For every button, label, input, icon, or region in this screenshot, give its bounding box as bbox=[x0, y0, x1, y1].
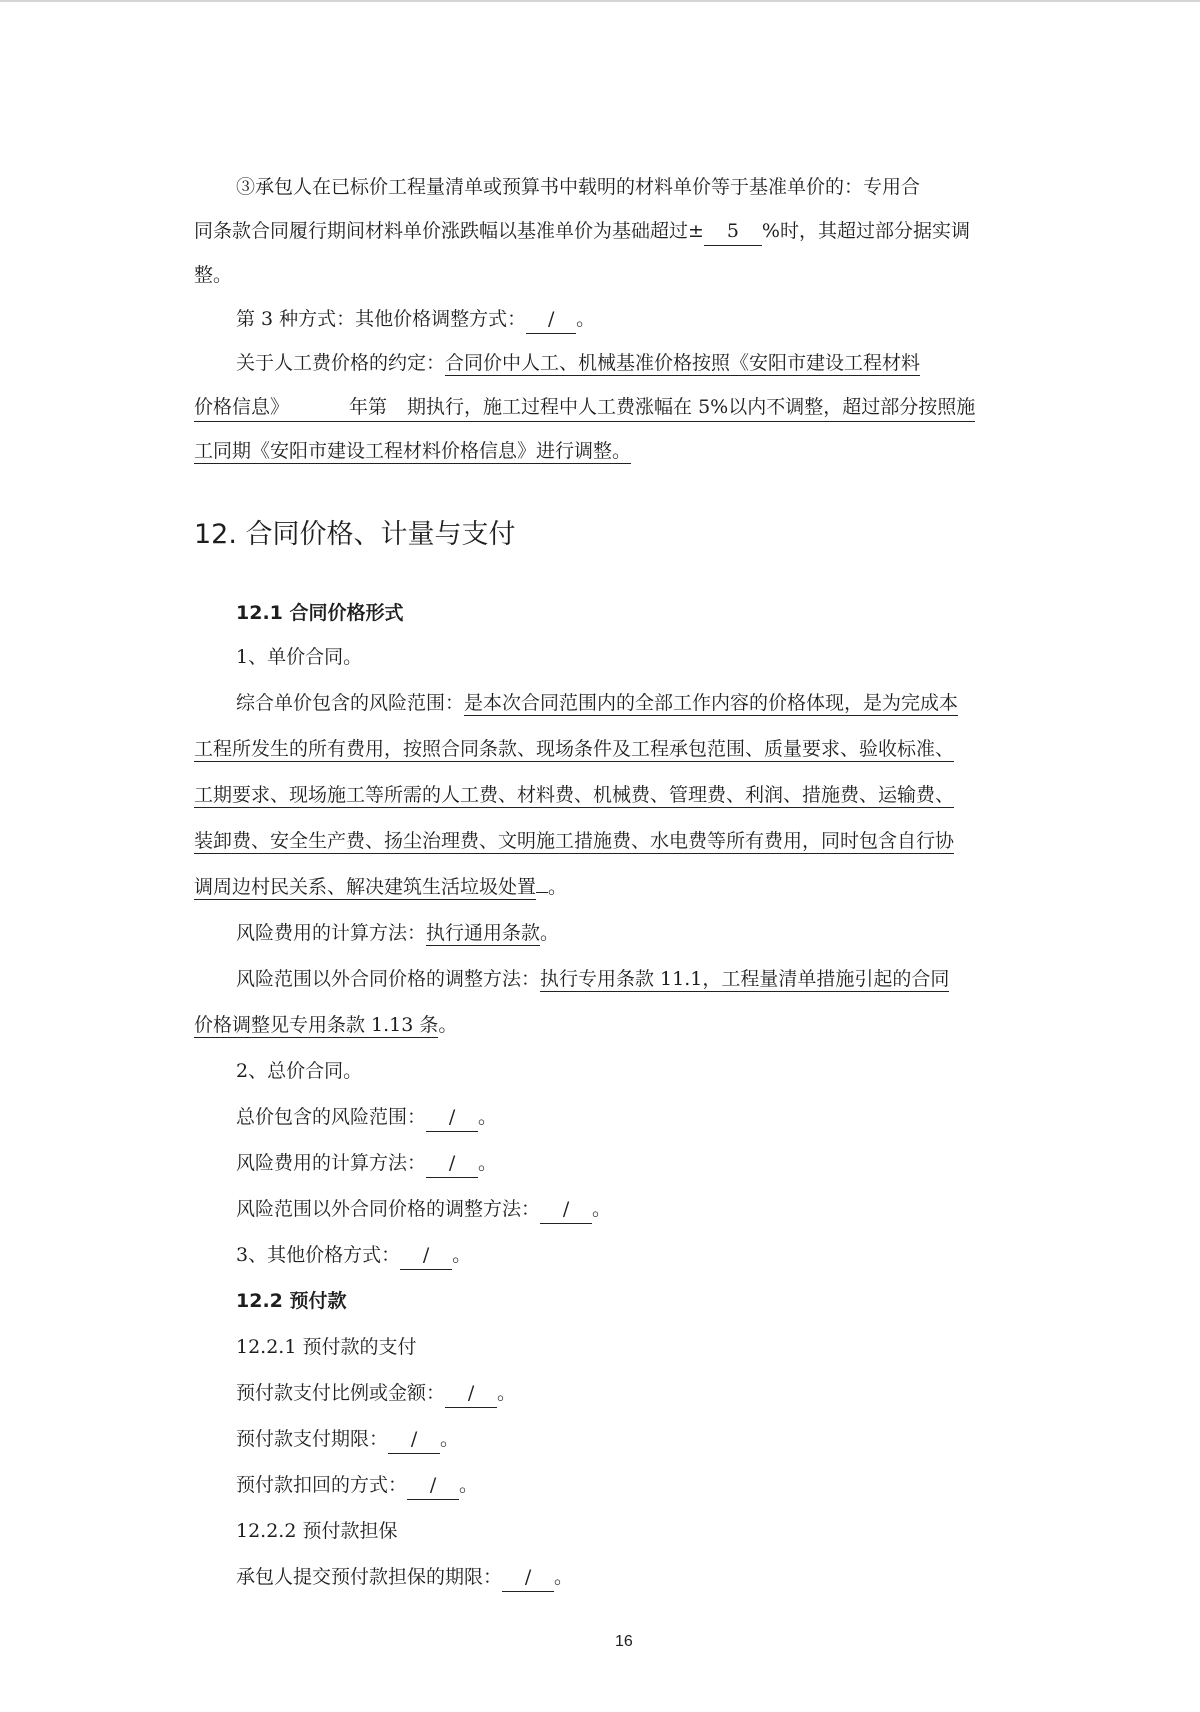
clause-3-text-a: 同条款合同履行期间材料单价涨跌幅以基准单价为基础超过± bbox=[194, 220, 704, 242]
risk-text-5: 调周边村民关系、解决建筑生活垃圾处置 bbox=[194, 876, 537, 898]
method-3-label: 第 3 种方式：其他价格调整方式： bbox=[236, 308, 527, 330]
item3-end: 。 bbox=[452, 1244, 472, 1266]
calc-value: 执行通用条款 bbox=[426, 922, 541, 944]
clause-3-text-b: %时，其超过部分据实调 bbox=[761, 220, 970, 242]
s12-1-calc-line bbox=[236, 920, 559, 946]
total-risk-value: / bbox=[426, 1104, 478, 1132]
risk-end: 。 bbox=[548, 876, 568, 898]
total-adj-end: 。 bbox=[592, 1198, 612, 1220]
labor-text-2b: 年第 bbox=[349, 396, 388, 418]
calc-end: 。 bbox=[540, 922, 560, 944]
ratio-value: / bbox=[445, 1380, 497, 1408]
total-adj-label: 风险范围以外合同价格的调整方法： bbox=[236, 1198, 541, 1220]
labor-label: 关于人工费价格的约定： bbox=[236, 352, 446, 374]
section-12-heading: 12. 合同价格、计量与支付 bbox=[194, 519, 516, 550]
labor-text-2c: 期执行，施工过程中人工费涨幅在 5%以内不调整，超过部分按照施 bbox=[407, 396, 976, 418]
guarantee-end: 。 bbox=[554, 1566, 574, 1588]
deduct-end: 。 bbox=[459, 1474, 479, 1496]
clause-3-line3: 整。 bbox=[194, 264, 233, 286]
total-risk-line bbox=[236, 1104, 497, 1132]
scan-edge-line bbox=[0, 0, 1200, 2]
deduct-label: 预付款扣回的方式： bbox=[236, 1474, 408, 1496]
labor-text-2a: 价格信息》 bbox=[194, 396, 290, 418]
risk-label: 综合单价包含的风险范围： bbox=[236, 692, 465, 714]
adj-text-1: 执行专用条款 11.1，工程量清单措施引起的合同 bbox=[540, 968, 950, 990]
s12-1-heading: 12.1 合同价格形式 bbox=[236, 602, 404, 624]
labor-text-1: 合同价中人工、机械基准价格按照《安阳市建设工程材料 bbox=[445, 352, 921, 374]
s12-1-item2: 2、总价合同。 bbox=[236, 1060, 363, 1082]
s12-1-risk-line4 bbox=[194, 828, 954, 854]
guarantee-label: 承包人提交预付款担保的期限： bbox=[236, 1566, 503, 1588]
risk-text-1: 是本次合同范围内的全部工作内容的价格体现，是为完成本 bbox=[464, 692, 959, 714]
guarantee-line bbox=[236, 1564, 573, 1592]
adj-end: 。 bbox=[438, 1014, 458, 1036]
adj-label: 风险范围以外合同价格的调整方法： bbox=[236, 968, 541, 990]
total-calc-line bbox=[236, 1150, 497, 1178]
s12-1-risk-line3 bbox=[194, 782, 954, 808]
s12-1-risk-line5 bbox=[194, 874, 567, 900]
s12-2-2-heading: 12.2.2 预付款担保 bbox=[236, 1520, 398, 1542]
method-3-value: / bbox=[526, 306, 576, 334]
term-value: / bbox=[388, 1426, 440, 1454]
item3-label: 3、其他价格方式： bbox=[236, 1244, 401, 1266]
labor-line1 bbox=[236, 350, 920, 376]
total-calc-label: 风险费用的计算方法： bbox=[236, 1152, 427, 1174]
s12-1-risk-line1 bbox=[236, 690, 958, 716]
s12-1-adj-line1 bbox=[236, 966, 949, 992]
term-end: 。 bbox=[440, 1428, 460, 1450]
risk-text-2: 工程所发生的所有费用，按照合同条款、现场条件及工程承包范围、质量要求、验收标准、 bbox=[194, 738, 955, 760]
page-number: 16 bbox=[615, 1633, 633, 1650]
s12-1-item3 bbox=[236, 1242, 471, 1270]
total-calc-end: 。 bbox=[478, 1152, 498, 1174]
method-3-line bbox=[236, 306, 595, 334]
method-3-end: 。 bbox=[576, 308, 596, 330]
s12-1-risk-line2 bbox=[194, 736, 954, 762]
s12-2-heading: 12.2 预付款 bbox=[236, 1290, 347, 1312]
deduct-line bbox=[236, 1472, 478, 1500]
total-adj-value: / bbox=[540, 1196, 592, 1224]
s12-1-item1: 1、单价合同。 bbox=[236, 646, 363, 668]
labor-text-3: 工同期《安阳市建设工程材料价格信息》进行调整。 bbox=[194, 440, 632, 462]
guarantee-value: / bbox=[502, 1564, 554, 1592]
labor-line2 bbox=[194, 394, 975, 422]
clause-3-line1: ③承包人在已标价工程量清单或预算书中载明的材料单价等于基准单价的：专用合 bbox=[236, 176, 921, 198]
total-risk-end: 。 bbox=[478, 1106, 498, 1128]
risk-text-3: 工期要求、现场施工等所需的人工费、材料费、机械费、管理费、利润、措施费、运输费、 bbox=[194, 784, 955, 806]
term-line bbox=[236, 1426, 459, 1454]
clause-3-percent-value: 5 bbox=[704, 218, 762, 246]
ratio-line bbox=[236, 1380, 516, 1408]
risk-text-4: 装卸费、安全生产费、扬尘治理费、文明施工措施费、水电费等所有费用，同时包含自行协 bbox=[194, 830, 955, 852]
labor-line3 bbox=[194, 438, 631, 464]
ratio-end: 。 bbox=[497, 1382, 517, 1404]
calc-label: 风险费用的计算方法： bbox=[236, 922, 427, 944]
s12-1-adj-line2 bbox=[194, 1012, 457, 1038]
ratio-label: 预付款支付比例或金额： bbox=[236, 1382, 446, 1404]
term-label: 预付款支付期限： bbox=[236, 1428, 389, 1450]
total-adj-line bbox=[236, 1196, 611, 1224]
total-risk-label: 总价包含的风险范围： bbox=[236, 1106, 427, 1128]
s12-2-1-heading: 12.2.1 预付款的支付 bbox=[236, 1336, 417, 1358]
total-calc-value: / bbox=[426, 1150, 478, 1178]
clause-3-line2 bbox=[194, 218, 970, 246]
item3-value: / bbox=[400, 1242, 452, 1270]
deduct-value: / bbox=[407, 1472, 459, 1500]
adj-text-2: 价格调整见专用条款 1.13 条 bbox=[194, 1014, 439, 1036]
